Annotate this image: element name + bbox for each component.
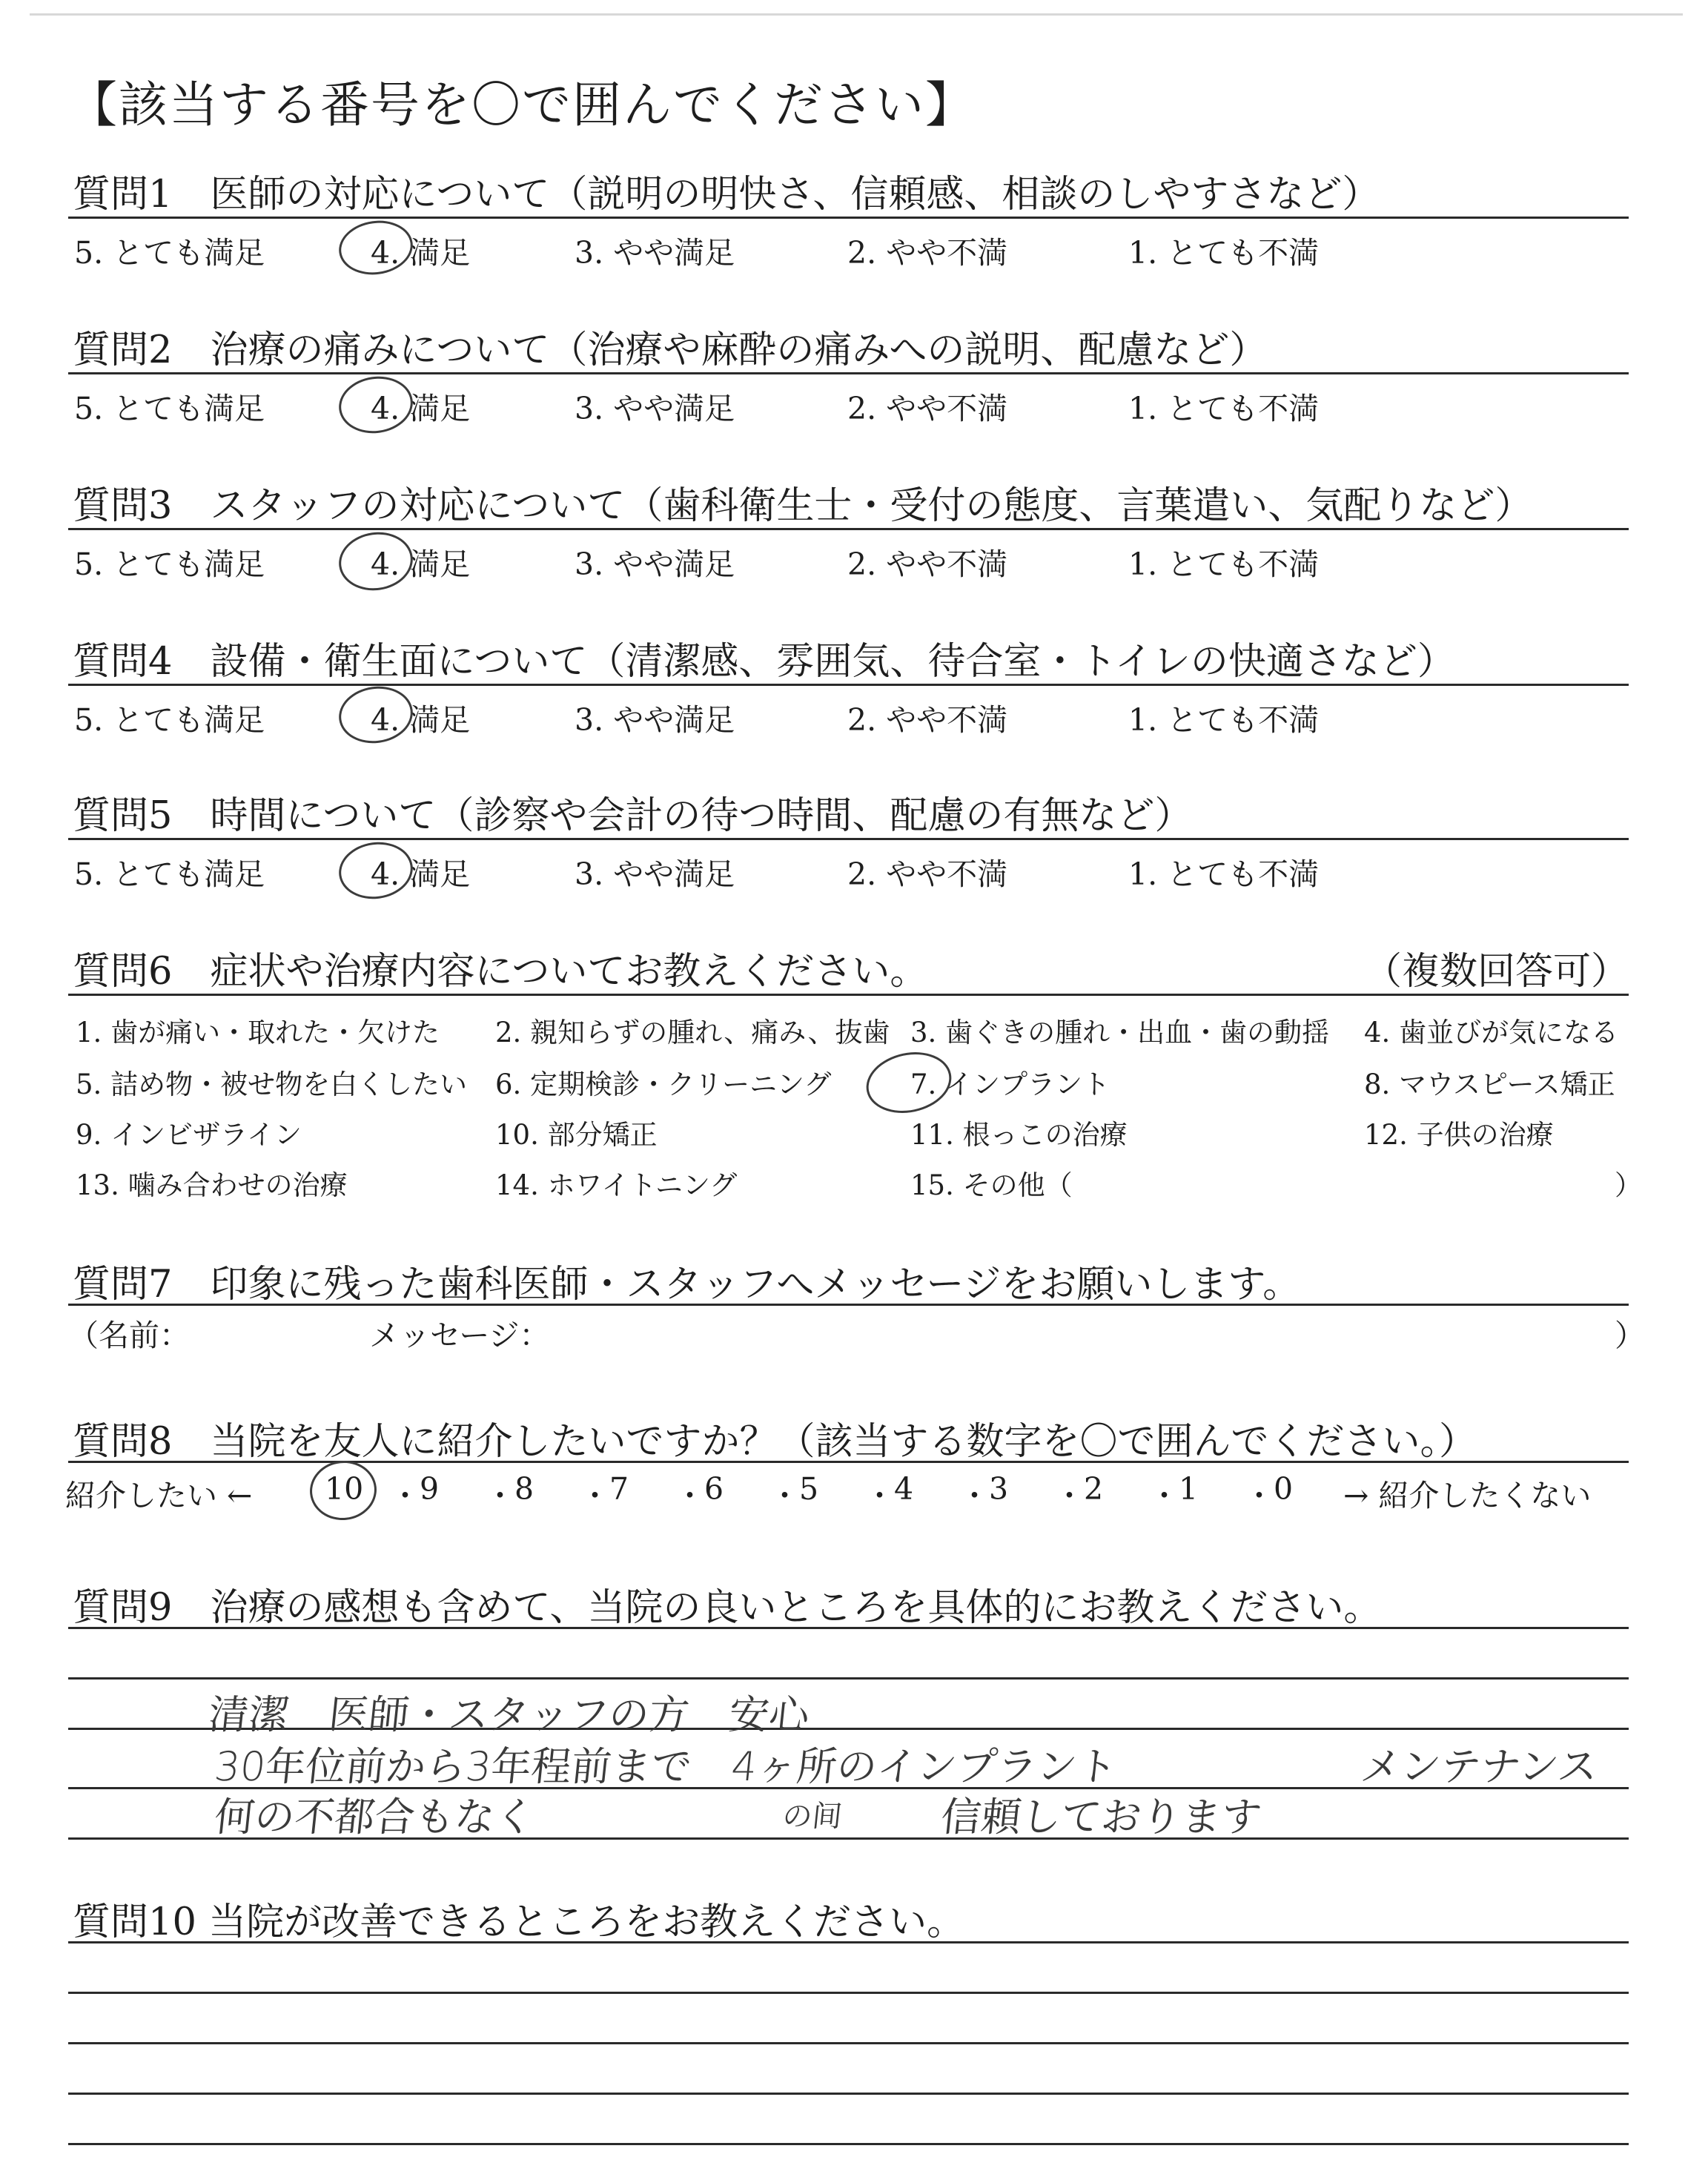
q2-option-4[interactable]: 4. 満足 bbox=[371, 391, 471, 426]
q1-option-1[interactable]: 1. とても不満 bbox=[1128, 235, 1320, 271]
q10-line-5 bbox=[68, 2143, 1629, 2145]
q1-option-3[interactable]: 3. やや満足 bbox=[575, 235, 735, 271]
q9-answer-line-3-right: 信頼しております bbox=[939, 1794, 1264, 1840]
q5-option-1[interactable]: 1. とても不満 bbox=[1128, 856, 1320, 892]
q7-close-paren: ） bbox=[1615, 1318, 1645, 1353]
question-5-heading: 質問5 時間について（診察や会計の待つ時間、配慮の有無など） bbox=[73, 794, 1193, 838]
q6-option-2[interactable]: 2. 親知らずの腫れ、痛み、抜歯 bbox=[495, 1017, 890, 1048]
q4-option-1[interactable]: 1. とても不満 bbox=[1128, 702, 1320, 738]
q5-option-4[interactable]: 4. 満足 bbox=[371, 856, 471, 892]
q9-answer-line-3: 何の不都合もなく bbox=[212, 1794, 537, 1840]
question-7-rule bbox=[68, 1304, 1629, 1306]
q3-selection-circle bbox=[335, 527, 417, 595]
q8-scale-value-1[interactable]: 1 bbox=[1179, 1471, 1199, 1507]
question-10-heading: 質問10 当院が改善できるところをお教えください。 bbox=[73, 1900, 965, 1944]
q6-option-5[interactable]: 5. 詰め物・被せ物を白くしたい bbox=[76, 1069, 468, 1100]
q8-scale-value-7[interactable]: 7 bbox=[609, 1471, 629, 1507]
q6-option-8[interactable]: 8. マウスピース矯正 bbox=[1364, 1069, 1615, 1100]
q6-option-6[interactable]: 6. 定期検診・クリーニング bbox=[495, 1069, 832, 1100]
question-1-heading: 質問1 医師の対応について（説明の明快さ、信頼感、相談のしやすさなど） bbox=[73, 173, 1380, 217]
q8-scale-value-9[interactable]: 9 bbox=[420, 1471, 440, 1507]
q6-option-10[interactable]: 10. 部分矯正 bbox=[495, 1119, 658, 1151]
q3-option-4[interactable]: 4. 満足 bbox=[371, 546, 471, 582]
q6-option-12[interactable]: 12. 子供の治療 bbox=[1364, 1119, 1554, 1151]
q6-selection-circle bbox=[861, 1045, 957, 1120]
q4-option-4[interactable]: 4. 満足 bbox=[371, 702, 471, 738]
question-4-heading: 質問4 設備・衛生面について（清潔感、雰囲気、待合室・トイレの快適さなど） bbox=[73, 640, 1455, 684]
q8-scale-separator: ・ bbox=[580, 1478, 610, 1513]
q5-option-3[interactable]: 3. やや満足 bbox=[575, 856, 735, 892]
q10-line-3 bbox=[68, 2042, 1629, 2044]
q8-scale-value-4[interactable]: 4 bbox=[894, 1471, 914, 1507]
q3-option-1[interactable]: 1. とても不満 bbox=[1128, 546, 1320, 582]
q8-left-label: 紹介したい ← bbox=[65, 1478, 253, 1513]
q4-option-5[interactable]: 5. とても満足 bbox=[74, 702, 265, 738]
answer-line-1 bbox=[68, 1677, 1629, 1680]
q8-scale-value-5[interactable]: 5 bbox=[799, 1471, 819, 1507]
top-border bbox=[30, 13, 1683, 16]
q2-option-2[interactable]: 2. やや不満 bbox=[847, 391, 1008, 426]
q2-option-1[interactable]: 1. とても不満 bbox=[1128, 391, 1320, 426]
q6-option-1[interactable]: 1. 歯が痛い・取れた・欠けた bbox=[76, 1017, 440, 1048]
q9-answer-line-1: 清潔 医師・スタッフの方 安心 bbox=[206, 1691, 812, 1738]
q8-scale-separator: ・ bbox=[675, 1478, 705, 1513]
question-6-rule bbox=[68, 994, 1629, 996]
q9-answer-line-2-right: メンテナンス bbox=[1358, 1743, 1601, 1790]
q2-option-5[interactable]: 5. とても満足 bbox=[74, 391, 265, 426]
q8-scale-value-6[interactable]: 6 bbox=[704, 1471, 724, 1507]
question-5-rule bbox=[68, 838, 1629, 840]
q6-option-3[interactable]: 3. 歯ぐきの腫れ・出血・歯の動揺 bbox=[910, 1017, 1330, 1048]
q9-answer-line-2: 30年位前から3年程前まで 4ヶ所のインプラント bbox=[212, 1743, 1120, 1790]
q7-name-label: （名前： bbox=[68, 1318, 190, 1353]
question-3-rule bbox=[68, 528, 1629, 530]
q1-option-2[interactable]: 2. やや不満 bbox=[847, 235, 1008, 271]
question-4-rule bbox=[68, 684, 1629, 686]
q8-scale-separator: ・ bbox=[769, 1478, 800, 1513]
q8-scale-value-3[interactable]: 3 bbox=[989, 1471, 1009, 1507]
question-2-heading: 質問2 治療の痛みについて（治療や麻酔の痛みへの説明、配慮など） bbox=[73, 328, 1268, 372]
q10-line-4 bbox=[68, 2093, 1629, 2095]
q6-option-13[interactable]: 13. 噛み合わせの治療 bbox=[76, 1169, 348, 1201]
q10-line-1 bbox=[68, 1941, 1629, 1943]
q5-option-5[interactable]: 5. とても満足 bbox=[74, 856, 265, 892]
q8-scale-separator: ・ bbox=[1054, 1478, 1085, 1513]
q1-option-4[interactable]: 4. 満足 bbox=[371, 235, 471, 271]
q6-option-15[interactable]: 15. その他（ bbox=[910, 1169, 1073, 1201]
question-6-heading: 質問6 症状や治療内容についてお教えください。 bbox=[73, 950, 928, 994]
q6-option-14[interactable]: 14. ホワイトニング bbox=[495, 1169, 738, 1201]
q6-option-7[interactable]: 7. インプラント bbox=[910, 1069, 1110, 1100]
q9-answer-insertion: の间 bbox=[781, 1800, 844, 1834]
q8-scale-separator: ・ bbox=[1244, 1478, 1274, 1513]
question-8-rule bbox=[68, 1461, 1629, 1463]
q2-selection-circle bbox=[335, 371, 417, 437]
question-9-rule bbox=[68, 1627, 1629, 1629]
question-2-rule bbox=[68, 372, 1629, 374]
question-3-heading: 質問3 スタッフの対応について（歯科衛生士・受付の態度、言葉遣い、気配りなど） bbox=[73, 484, 1533, 528]
question-9-heading: 質問9 治療の感想も含めて、当院の良いところを具体的にお教えください。 bbox=[73, 1586, 1382, 1630]
q6-option-15-close: ） bbox=[1615, 1169, 1642, 1201]
q2-option-3[interactable]: 3. やや満足 bbox=[575, 391, 735, 426]
q8-scale-separator: ・ bbox=[864, 1478, 895, 1513]
q3-option-2[interactable]: 2. やや不満 bbox=[847, 546, 1008, 582]
q8-scale-separator: ・ bbox=[1149, 1478, 1179, 1513]
q6-option-9[interactable]: 9. インビザライン bbox=[76, 1119, 302, 1151]
q8-scale-value-10[interactable]: 10 bbox=[325, 1471, 364, 1507]
q5-option-2[interactable]: 2. やや不満 bbox=[847, 856, 1008, 892]
question-7-heading: 質問7 印象に残った歯科医師・スタッフへメッセージをお願いします。 bbox=[73, 1263, 1301, 1307]
q8-scale-separator: ・ bbox=[485, 1478, 515, 1513]
q4-option-2[interactable]: 2. やや不満 bbox=[847, 702, 1008, 738]
question-6-note: （複数回答可） bbox=[1364, 950, 1629, 994]
q5-selection-circle bbox=[335, 837, 417, 903]
q8-right-label: → 紹介したくない bbox=[1343, 1478, 1592, 1513]
q6-option-4[interactable]: 4. 歯並びが気になる bbox=[1364, 1017, 1619, 1048]
q1-option-5[interactable]: 5. とても満足 bbox=[74, 235, 265, 271]
q8-scale-separator: ・ bbox=[390, 1478, 420, 1513]
q10-line-2 bbox=[68, 1992, 1629, 1994]
q6-option-11[interactable]: 11. 根っこの治療 bbox=[910, 1119, 1128, 1151]
question-1-rule bbox=[68, 217, 1629, 219]
q3-option-3[interactable]: 3. やや満足 bbox=[575, 546, 735, 582]
q4-option-3[interactable]: 3. やや満足 bbox=[575, 702, 735, 738]
page-title: 【該当する番号を〇で囲んでください】 bbox=[68, 76, 976, 133]
q7-message-label: メッセージ： bbox=[369, 1318, 550, 1353]
q3-option-5[interactable]: 5. とても満足 bbox=[74, 546, 265, 582]
question-8-heading: 質問8 当院を友人に紹介したいですか？（該当する数字を〇で囲んでください。） bbox=[73, 1420, 1477, 1464]
q8-scale-value-0[interactable]: 0 bbox=[1274, 1471, 1294, 1507]
q8-scale-value-2[interactable]: 2 bbox=[1084, 1471, 1104, 1507]
q8-scale-separator: ・ bbox=[959, 1478, 990, 1513]
q8-scale-value-8[interactable]: 8 bbox=[514, 1471, 534, 1507]
